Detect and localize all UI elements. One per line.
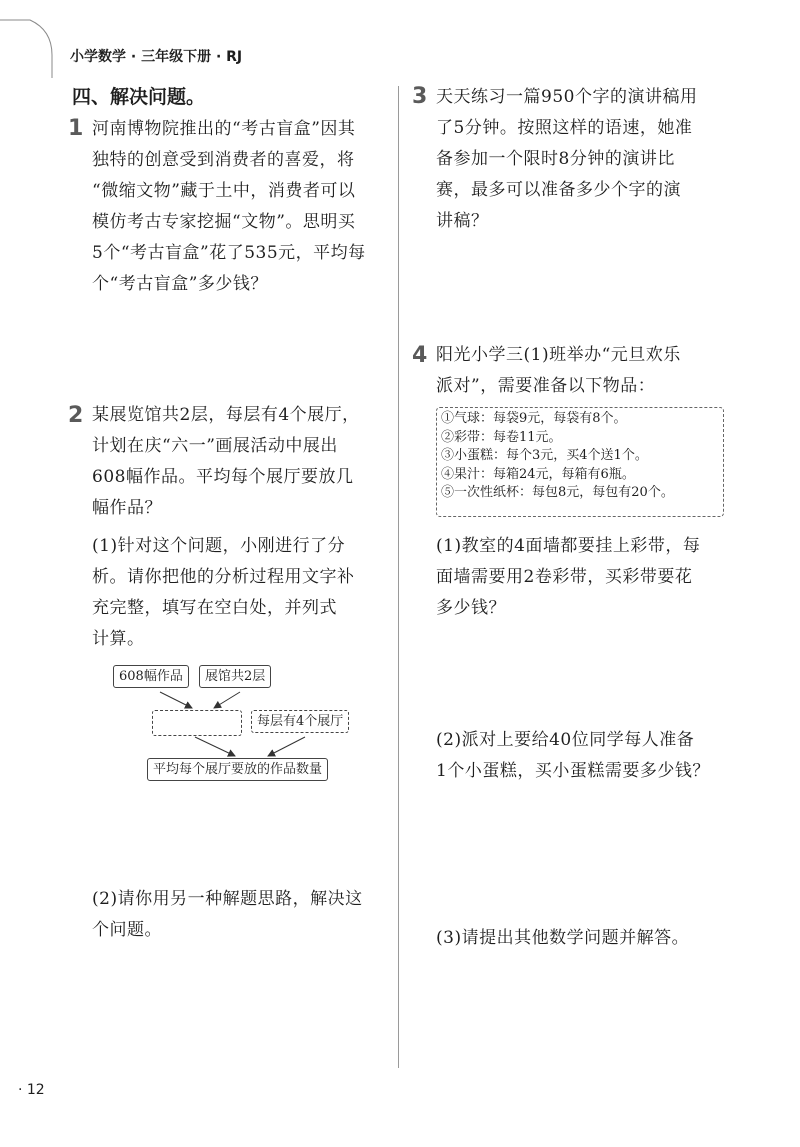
text-line: 独特的创意受到消费者的喜爱，将 xyxy=(92,150,355,170)
text-line: 计算。 xyxy=(92,629,145,649)
page-number: · 12 xyxy=(18,1082,45,1098)
question-2-text xyxy=(92,400,388,524)
text-line: (1)针对这个问题，小刚进行了分 xyxy=(92,536,346,556)
supply-item: ④果汁：每箱24元，每箱有6瓶。 xyxy=(441,466,635,482)
text-line: “微缩文物”藏于土中，消费者可以 xyxy=(92,181,356,201)
supply-item: ③小蛋糕：每个3元，买4个送1个。 xyxy=(441,448,648,463)
corner-decoration xyxy=(0,0,60,80)
question-3-text xyxy=(436,82,728,237)
text-line: (2)请你用另一种解题思路，解决这 xyxy=(92,889,363,909)
column-divider xyxy=(398,86,399,1068)
question-1-text xyxy=(92,114,388,300)
text-line: 充完整，填写在空白处，并列式 xyxy=(92,598,337,618)
question-4-text xyxy=(436,340,728,402)
text-line: 模仿考古专家挖掘“文物”。思明买 xyxy=(92,212,356,232)
answer-blank-box[interactable] xyxy=(152,710,242,736)
text-line: 析。请你把他的分析过程用文字补 xyxy=(92,567,355,587)
text-line: 幅作品？ xyxy=(92,498,162,518)
box-two-floors: 展馆共2层 xyxy=(199,665,271,688)
box-halls-per-floor: 每层有4个展厅 xyxy=(251,710,349,733)
question-2-part-1 xyxy=(92,531,388,655)
text-line: 阳光小学三(1)班举办“元旦欢乐 xyxy=(436,345,681,365)
text-line: 面墙需要用2卷彩带，买彩带要花 xyxy=(436,567,693,587)
question-1-number: 1 xyxy=(68,116,84,141)
text-line: 1个小蛋糕，买小蛋糕需要多少钱？ xyxy=(436,761,710,781)
text-line: 个“考古盲盒”多少钱？ xyxy=(92,274,268,294)
question-4-part-2 xyxy=(436,725,728,787)
text-line: 派对”，需要准备以下物品： xyxy=(436,376,656,396)
question-3-number: 3 xyxy=(412,84,428,109)
text-line: 某展览馆共2层，每层有4个展厅， xyxy=(92,405,360,425)
text-line: 讲稿？ xyxy=(436,211,489,231)
text-line: 天天练习一篇950个字的演讲稿用 xyxy=(436,87,698,107)
supply-item: ①气球：每袋9元，每袋有8个。 xyxy=(441,411,627,426)
text-line: 608幅作品。平均每个展厅要放几 xyxy=(92,467,354,487)
box-result: 平均每个展厅要放的作品数量 xyxy=(147,758,328,781)
supplies-list xyxy=(436,407,724,517)
text-line: 赛，最多可以准备多少个字的演 xyxy=(436,180,681,200)
question-2-number: 2 xyxy=(68,403,84,428)
text-line: (2)派对上要给40位同学每人准备 xyxy=(436,730,695,750)
text-line: (3)请提出其他数学问题并解答。 xyxy=(436,928,690,948)
text-line: 河南博物院推出的“考古盲盒”因其 xyxy=(92,119,356,139)
box-608-works: 608幅作品 xyxy=(113,665,189,688)
page-header: 小学数学 · 三年级下册 · RJ xyxy=(70,49,243,65)
question-4-part-3 xyxy=(436,923,728,954)
question-2-part-2 xyxy=(92,884,388,946)
section-title: 四、解决问题。 xyxy=(72,86,206,108)
supply-item: ⑤一次性纸杯：每包8元，每包有20个。 xyxy=(441,485,674,500)
text-line: 备参加一个限时8分钟的演讲比 xyxy=(436,149,675,169)
question-4-part-1 xyxy=(436,531,728,624)
text-line: 多少钱？ xyxy=(436,598,506,618)
text-line: 了5分钟。按照这样的语速，她准 xyxy=(436,118,693,138)
text-line: 5个“考古盲盒”花了535元，平均每 xyxy=(92,243,366,263)
supply-item: ②彩带：每卷11元。 xyxy=(441,429,562,445)
text-line: 个问题。 xyxy=(92,920,162,940)
question-4-number: 4 xyxy=(412,343,428,368)
text-line: 计划在庆“六一”画展活动中展出 xyxy=(92,436,338,456)
text-line: (1)教室的4面墙都要挂上彩带，每 xyxy=(436,536,701,556)
